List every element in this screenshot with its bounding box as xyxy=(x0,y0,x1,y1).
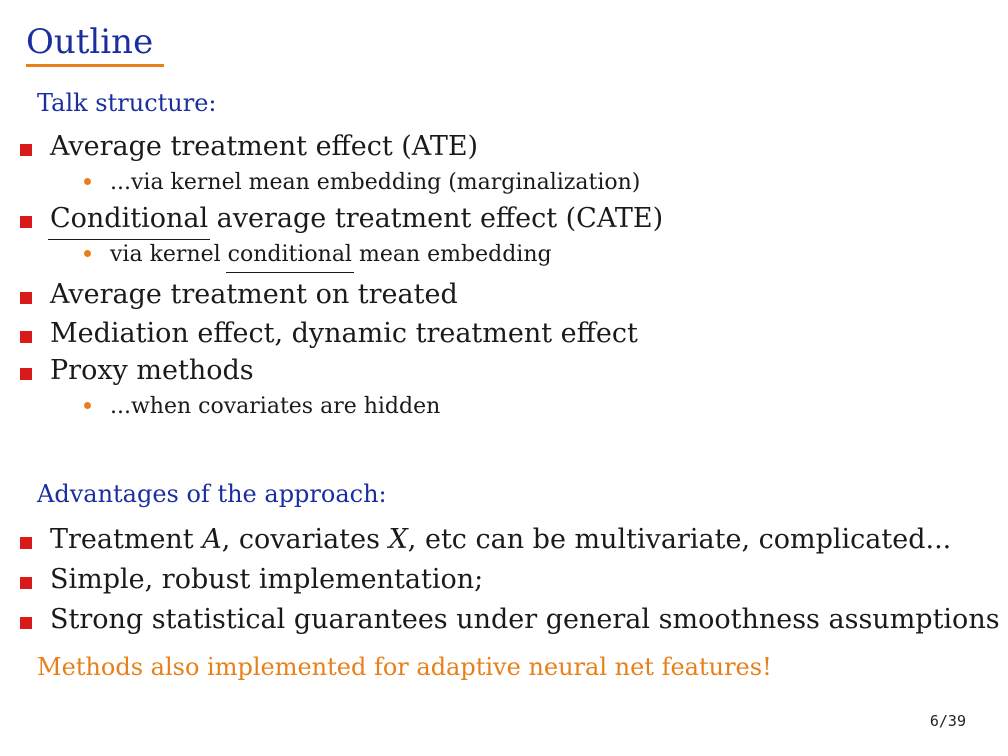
adv-text-1: Treatment xyxy=(50,524,203,555)
list-item-implementation: Simple, robust implementation; xyxy=(50,564,484,595)
list-item-cate-rest: average treatment effect (CATE) xyxy=(208,203,664,234)
square-bullet-icon xyxy=(20,368,32,380)
adv-text-3: , etc can be multivariate, complicated... xyxy=(407,524,952,555)
sub-item-proxy: ...when covariates are hidden xyxy=(110,394,441,419)
square-bullet-icon xyxy=(20,292,32,304)
variable-x: X xyxy=(388,524,408,555)
underlined-conditional: Conditional xyxy=(50,203,209,234)
slide-title: Outline xyxy=(26,22,154,62)
adv-text-2: , covariates xyxy=(221,524,389,555)
list-item-multivariate xyxy=(50,523,951,557)
list-item-att: Average treatment on treated xyxy=(50,279,458,310)
sub-item-ate: ...via kernel mean embedding (marginalization) xyxy=(110,170,641,195)
highlight-note: Methods also implemented for adaptive neural net features! xyxy=(37,653,772,681)
list-item-cate xyxy=(50,202,663,236)
list-item-proxy: Proxy methods xyxy=(50,355,254,386)
sub-item-cate xyxy=(110,241,552,269)
round-bullet-icon xyxy=(84,402,91,409)
talk-structure-heading: Talk structure: xyxy=(37,89,217,117)
square-bullet-icon xyxy=(20,537,32,549)
round-bullet-icon xyxy=(84,250,91,257)
round-bullet-icon xyxy=(84,178,91,185)
square-bullet-icon xyxy=(20,577,32,589)
title-underline xyxy=(26,64,164,67)
square-bullet-icon xyxy=(20,617,32,629)
page-number: 6/39 xyxy=(929,712,966,730)
sub-item-cate-before: via kernel xyxy=(110,242,228,267)
sub-item-cate-after: mean embedding xyxy=(351,242,552,267)
square-bullet-icon xyxy=(20,144,32,156)
square-bullet-icon xyxy=(20,216,32,228)
list-item-mediation: Mediation effect, dynamic treatment effect xyxy=(50,318,638,349)
advantages-heading: Advantages of the approach: xyxy=(37,480,387,508)
list-item-guarantees: Strong statistical guarantees under general smoothness assumptions xyxy=(50,604,1000,635)
list-item-ate: Average treatment effect (ATE) xyxy=(50,131,479,162)
square-bullet-icon xyxy=(20,331,32,343)
variable-a: A xyxy=(202,524,222,555)
underlined-conditional-sub: conditional xyxy=(227,242,352,267)
